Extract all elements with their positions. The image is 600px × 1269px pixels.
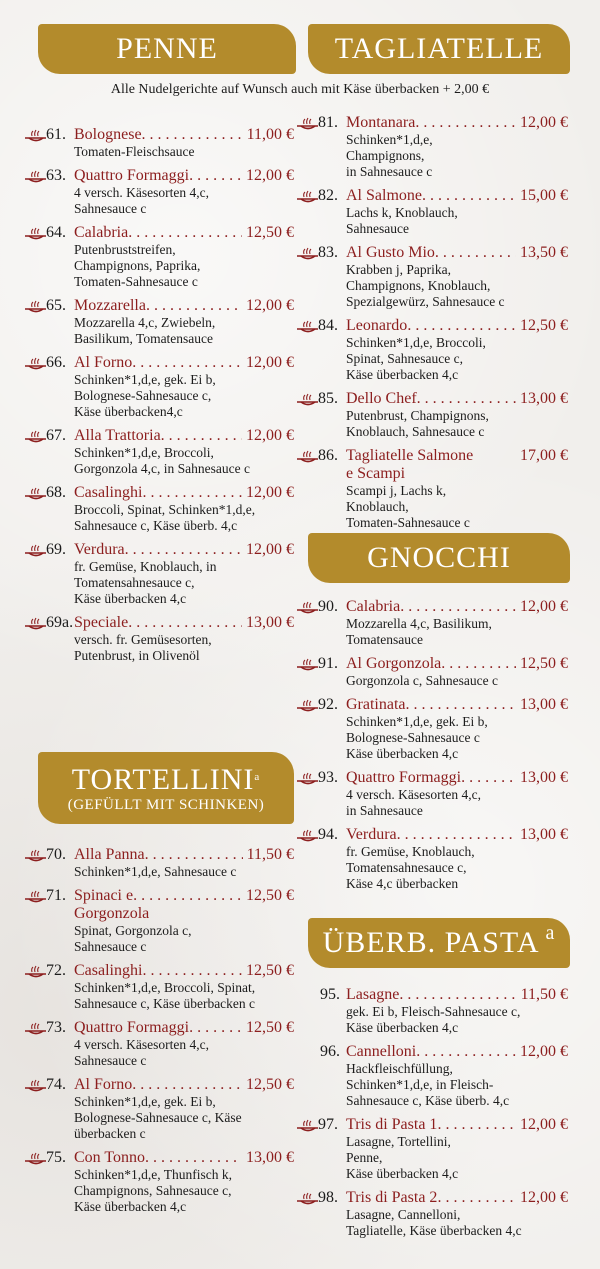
dish-description: Gorgonzola 4,c, in Sahnesauce c	[74, 461, 250, 476]
dish-description: Knoblauch,	[346, 499, 409, 514]
dish-description: Spezialgewürz, Sahnesauce c	[346, 294, 505, 309]
menu-item	[24, 354, 294, 420]
dish-description: Sahnesauce c, Käse überb. 4,c	[74, 518, 238, 533]
tagliatelle-banner	[308, 24, 570, 74]
dish-name-line2: e Scampi	[346, 465, 406, 482]
menu-item	[24, 614, 294, 664]
item-number: 64.	[46, 224, 66, 241]
item-number: 84.	[318, 317, 338, 334]
tortellini-list	[24, 846, 294, 1215]
pasta-plate-icon	[296, 600, 320, 616]
tortellini-title: TORTELLINI	[71, 762, 255, 796]
dish-description: Gorgonzola c, Sahnesauce c	[346, 673, 498, 688]
dish-description: Tomatensauce	[346, 632, 424, 647]
dish-description: Käse überbacken 4,c	[346, 367, 459, 382]
dish-price: 12,50 €	[246, 224, 294, 241]
menu-item	[24, 126, 294, 160]
dish-price: 12,00 €	[520, 1043, 568, 1060]
item-number: 96.	[320, 1043, 340, 1060]
pasta-plate-icon	[296, 698, 320, 714]
dish-name: Al Forno	[74, 1076, 133, 1093]
pasta-plate-icon	[24, 226, 48, 242]
dish-price: 11,50 €	[246, 846, 294, 863]
dish-name: Quattro Formaggi	[346, 769, 462, 786]
dish-price: 12,50 €	[520, 655, 568, 672]
dish-description: Käse 4,c überbacken	[346, 876, 459, 891]
dish-name: Mozzarella	[74, 297, 146, 314]
dish-name: Al Salmone	[346, 187, 422, 204]
gnocchi-list	[296, 598, 568, 892]
dot-leader	[161, 427, 242, 445]
dish-description: Mozzarella 4,c, Basilikum,	[346, 616, 492, 631]
dish-description: 4 versch. Käsesorten 4,c,	[74, 1037, 209, 1052]
dot-leader	[125, 541, 242, 559]
item-number: 95.	[320, 986, 340, 1003]
menu-item	[24, 167, 294, 217]
dish-description: Champignons,	[346, 148, 425, 163]
dish-description: Sahnesauce c	[74, 201, 147, 216]
dish-name: Gratinata	[346, 696, 406, 713]
item-number: 67.	[46, 427, 66, 444]
dish-description: Schinken*1,d,e, gek. Ei b,	[74, 372, 216, 387]
item-number: 97.	[318, 1116, 338, 1133]
menu-item	[296, 696, 568, 762]
dish-price: 12,00 €	[520, 598, 568, 615]
item-number: 90.	[318, 598, 338, 615]
menu-item	[24, 1149, 294, 1215]
dish-price: 13,00 €	[246, 614, 294, 631]
pasta-plate-icon	[296, 1191, 320, 1207]
pasta-plate-icon	[24, 486, 48, 502]
dish-description: Schinken*1,d,e, Broccoli, Spinat,	[74, 980, 256, 995]
pasta-plate-icon	[24, 1078, 48, 1094]
dish-description: versch. fr. Gemüsesorten,	[74, 632, 212, 647]
dot-leader	[422, 187, 516, 205]
item-number: 92.	[318, 696, 338, 713]
penne-title: PENNE	[116, 32, 218, 65]
dot-leader	[400, 598, 516, 616]
dish-price: 12,00 €	[246, 354, 294, 371]
dot-leader	[416, 1043, 516, 1061]
dish-description: Sahnesauce c, Käse überbacken c	[74, 996, 256, 1011]
dish-description: Schinken*1,d,e, Broccoli,	[74, 445, 214, 460]
dish-name: Con Tonno	[74, 1149, 146, 1166]
menu-item	[296, 769, 568, 819]
dot-leader	[435, 244, 516, 262]
dish-description: Krabben j, Paprika,	[346, 262, 451, 277]
menu-item	[24, 1019, 294, 1069]
dish-description: Schinken*1,d,e,	[346, 132, 433, 147]
dish-name-line2: Gorgonzola	[74, 905, 150, 922]
dish-price: 12,00 €	[246, 167, 294, 184]
dish-name: Lasagne	[346, 986, 400, 1003]
dish-description: Tomatensahnesauce c,	[346, 860, 467, 875]
dish-price: 12,50 €	[246, 962, 294, 979]
pasta-plate-icon	[24, 889, 48, 905]
dish-name: Verdura	[74, 541, 125, 558]
dish-price: 12,50 €	[246, 1076, 294, 1093]
pasta-plate-icon	[24, 429, 48, 445]
dish-name: Quattro Formaggi	[74, 1019, 190, 1036]
dish-description: Sahnesauce	[346, 221, 409, 236]
gnocchi-banner	[308, 533, 570, 583]
pasta-plate-icon	[24, 848, 48, 864]
dot-leader	[142, 962, 242, 980]
dish-price: 12,00 €	[246, 427, 294, 444]
dish-description: Lasagne, Cannelloni,	[346, 1207, 461, 1222]
item-number: 68.	[46, 484, 66, 501]
dish-description: Käse überbacken 4,c	[74, 591, 187, 606]
cheese-note: Alle Nudelgerichte auf Wunsch auch mit Käse überbacken + 2,00 €	[110, 82, 490, 97]
dish-name: Al Gusto Mio	[346, 244, 435, 261]
tortellini-subtitle: (GEFÜLLT MIT SCHINKEN)	[67, 796, 265, 813]
dish-description: Bolognese-Sahnesauce c,	[74, 388, 212, 403]
dish-price: 12,00 €	[520, 1116, 568, 1133]
dish-description: Penne,	[346, 1150, 383, 1165]
dot-leader	[406, 696, 516, 714]
menu-item	[296, 655, 568, 689]
dish-description: Käse überbacken4,c	[74, 404, 183, 419]
dish-name: Cannelloni	[346, 1043, 417, 1060]
dish-description: in Sahnesauce	[346, 803, 423, 818]
dish-price: 12,00 €	[246, 297, 294, 314]
dish-description: 4 versch. Käsesorten 4,c,	[74, 185, 209, 200]
dish-price: 13,00 €	[520, 769, 568, 786]
penne-banner	[38, 24, 296, 74]
dish-name: Dello Chef	[346, 390, 417, 407]
dish-description: Champignons, Sahnesauce c,	[74, 1183, 232, 1198]
dot-leader	[189, 1019, 242, 1037]
dot-leader	[397, 826, 516, 844]
menu-item	[296, 390, 568, 440]
menu-item	[24, 846, 294, 880]
dish-name: Quattro Formaggi	[74, 167, 190, 184]
dish-description: Käse überbacken 4,c	[346, 1166, 459, 1181]
dish-description: Putenbruststreifen,	[74, 242, 176, 257]
pasta-plate-icon	[24, 356, 48, 372]
dish-description: Schinken*1,d,e, gek. Ei b,	[346, 714, 488, 729]
dish-description: Putenbrust, in Olivenöl	[74, 648, 200, 663]
dish-name: Casalinghi	[74, 484, 143, 501]
dish-description: fr. Gemüse, Knoblauch, in	[74, 559, 217, 574]
item-number: 73.	[46, 1019, 66, 1036]
penne-list	[24, 126, 294, 664]
dish-price: 12,00 €	[246, 484, 294, 501]
dish-price: 15,00 €	[520, 187, 568, 204]
dish-price: 13,50 €	[520, 244, 568, 261]
dish-name: Speciale	[74, 614, 129, 631]
menu-item	[24, 1076, 294, 1142]
tortellini-banner	[38, 752, 294, 824]
dish-description: Broccoli, Spinat, Schinken*1,d,e,	[74, 502, 256, 517]
item-number: 86.	[318, 447, 338, 464]
menu-item	[24, 224, 294, 290]
dish-description: Knoblauch, Sahnesauce c	[346, 424, 485, 439]
menu-item	[296, 244, 568, 310]
dish-description: Champignons, Knoblauch,	[346, 278, 491, 293]
dish-description: Basilikum, Tomatensauce	[74, 331, 214, 346]
menu-item	[24, 887, 294, 955]
dish-description: Bolognese-Sahnesauce c, Käse	[74, 1110, 242, 1125]
dot-leader	[189, 167, 242, 185]
menu-item	[296, 1116, 568, 1182]
dish-description: Tomaten-Fleischsauce	[74, 144, 195, 159]
dish-description: 4 versch. Käsesorten 4,c,	[346, 787, 481, 802]
dot-leader	[441, 655, 516, 673]
dish-description: Tomaten-Sahnesauce c	[346, 515, 470, 530]
dish-price: 17,00 €	[520, 447, 568, 464]
dish-description: Lachs k, Knoblauch,	[346, 205, 458, 220]
pasta-plate-icon	[24, 128, 48, 144]
dish-name: Al Gorgonzola	[346, 655, 442, 672]
dish-description: Mozzarella 4,c, Zwiebeln,	[74, 315, 216, 330]
dish-name: Al Forno	[74, 354, 133, 371]
menu-item	[296, 114, 568, 180]
dish-description: Sahnesauce c, Käse überb. 4,c	[346, 1093, 510, 1108]
menu-item	[24, 427, 294, 477]
menu-item	[296, 986, 568, 1036]
menu-item	[296, 187, 568, 237]
dish-name: Calabria	[346, 598, 401, 615]
pasta-plate-icon	[24, 616, 48, 632]
dish-name: Leonardo	[346, 317, 408, 334]
item-number: 69a.	[46, 614, 74, 631]
dish-name: Tagliatelle Salmone	[346, 447, 474, 464]
menu-item	[296, 447, 568, 531]
dish-name: Bolognese	[74, 126, 142, 143]
dish-price: 12,50 €	[246, 1019, 294, 1036]
dot-leader	[145, 846, 243, 864]
dish-description: Schinken*1,d,e, in Fleisch-	[346, 1077, 494, 1092]
pasta-plate-icon	[24, 964, 48, 980]
dish-description: Putenbrust, Champignons,	[346, 408, 489, 423]
dish-price: 12,50 €	[520, 317, 568, 334]
dish-description: in Sahnesauce c	[346, 164, 433, 179]
dish-name: Alla Trattoria	[74, 427, 161, 444]
menu-item	[296, 1189, 568, 1239]
dish-price: 12,50 €	[246, 887, 294, 904]
ueberb-pasta-banner	[308, 918, 570, 968]
pasta-plate-icon	[296, 449, 320, 465]
dish-name: Verdura	[346, 826, 397, 843]
dish-price: 13,00 €	[520, 390, 568, 407]
dish-description: Spinat, Sahnesauce c,	[346, 351, 463, 366]
dish-description: Lasagne, Tortellini,	[346, 1134, 451, 1149]
dot-leader	[133, 887, 242, 905]
dish-description: Tomatensahnesauce c,	[74, 575, 195, 590]
tagliatelle-list	[296, 114, 568, 531]
dish-name: Spinaci e	[74, 887, 134, 904]
dish-name: Casalinghi	[74, 962, 143, 979]
dot-leader	[461, 769, 516, 787]
pasta-plate-icon	[296, 319, 320, 335]
ueberb-pasta-allergen: a	[545, 922, 556, 944]
dish-price: 12,00 €	[520, 114, 568, 131]
item-number: 93.	[318, 769, 338, 786]
pasta-plate-icon	[296, 189, 320, 205]
pasta-plate-icon	[296, 1118, 320, 1134]
dot-leader	[128, 224, 242, 242]
dish-description: Tomaten-Sahnesauce c	[74, 274, 198, 289]
dish-name: Tris di Pasta 1	[346, 1116, 438, 1133]
item-number: 65.	[46, 297, 66, 314]
item-number: 74.	[46, 1076, 66, 1093]
dot-leader	[145, 1149, 242, 1167]
pasta-plate-icon	[296, 657, 320, 673]
pasta-plate-icon	[296, 392, 320, 408]
dish-description: überbacken c	[74, 1126, 146, 1141]
dish-name: Montanara	[346, 114, 416, 131]
tagliatelle-title: TAGLIATELLE	[334, 32, 544, 65]
item-number: 85.	[318, 390, 338, 407]
dish-description: Schinken*1,d,e, Broccoli,	[346, 335, 486, 350]
item-number: 71.	[46, 887, 66, 904]
dish-description: Schinken*1,d,e, Sahnesauce c	[74, 864, 237, 879]
menu-item	[24, 484, 294, 534]
dish-description: fr. Gemüse, Knoblauch,	[346, 844, 475, 859]
dot-leader	[417, 390, 516, 408]
dot-leader	[407, 317, 516, 335]
menu-item	[296, 317, 568, 383]
ueberb-pasta-list	[296, 986, 568, 1239]
item-number: 75.	[46, 1149, 66, 1166]
item-number: 81.	[318, 114, 338, 131]
item-number: 98.	[318, 1189, 338, 1206]
dish-name: Alla Panna	[74, 846, 145, 863]
menu-item	[24, 297, 294, 347]
pasta-plate-icon	[296, 116, 320, 132]
pasta-plate-icon	[24, 299, 48, 315]
pasta-plate-icon	[24, 169, 48, 185]
dot-leader	[142, 126, 243, 144]
dish-description: Scampi j, Lachs k,	[346, 483, 447, 498]
dish-description: Spinat, Gorgonzola c,	[74, 923, 192, 938]
dot-leader	[415, 114, 516, 132]
menu-item	[296, 826, 568, 892]
dot-leader	[146, 297, 242, 315]
dot-leader	[437, 1189, 516, 1207]
dish-name: Calabria	[74, 224, 129, 241]
dish-price: 11,00 €	[246, 126, 294, 143]
dot-leader	[132, 354, 242, 372]
item-number: 91.	[318, 655, 338, 672]
pasta-plate-icon	[24, 543, 48, 559]
item-number: 83.	[318, 244, 338, 261]
dot-leader	[132, 1076, 242, 1094]
item-number: 72.	[46, 962, 66, 979]
item-number: 82.	[318, 187, 338, 204]
dish-description: Hackfleischfüllung,	[346, 1061, 453, 1076]
dish-price: 11,50 €	[520, 986, 568, 1003]
dot-leader	[399, 986, 516, 1004]
pasta-plate-icon	[24, 1021, 48, 1037]
dish-description: Tagliatelle, Käse überbacken 4,c	[346, 1223, 522, 1238]
dish-description: Käse überbacken 4,c	[74, 1199, 187, 1214]
dot-leader	[128, 614, 242, 632]
dish-price: 13,00 €	[520, 826, 568, 843]
dot-leader	[437, 1116, 516, 1134]
menu-item	[296, 1043, 568, 1109]
dish-description: Käse überbacken 4,c	[346, 1020, 459, 1035]
menu-item	[296, 598, 568, 648]
item-number: 70.	[46, 846, 66, 863]
item-number: 61.	[46, 126, 66, 143]
dish-description: Sahnesauce c	[74, 1053, 147, 1068]
dish-price: 13,00 €	[520, 696, 568, 713]
menu-item	[24, 962, 294, 1012]
dish-description: gek. Ei b, Fleisch-Sahnesauce c,	[346, 1004, 521, 1019]
ueberb-pasta-title: ÜBERB. PASTA	[322, 926, 540, 959]
dish-price: 12,00 €	[246, 541, 294, 558]
dish-description: Käse überbacken 4,c	[346, 746, 459, 761]
gnocchi-title: GNOCCHI	[367, 541, 511, 574]
dish-description: Bolognese-Sahnesauce c	[346, 730, 480, 745]
dish-description: Schinken*1,d,e, Thunfisch k,	[74, 1167, 232, 1182]
pasta-plate-icon	[296, 771, 320, 787]
item-number: 94.	[318, 826, 338, 843]
dish-price: 13,00 €	[246, 1149, 294, 1166]
item-number: 69.	[46, 541, 66, 558]
dish-description: Sahnesauce c	[74, 939, 147, 954]
menu-item	[24, 541, 294, 607]
pasta-plate-icon	[24, 1151, 48, 1167]
dish-price: 12,00 €	[520, 1189, 568, 1206]
dish-description: Schinken*1,d,e, gek. Ei b,	[74, 1094, 216, 1109]
pasta-plate-icon	[296, 246, 320, 262]
dish-description: Champignons, Paprika,	[74, 258, 201, 273]
item-number: 63.	[46, 167, 66, 184]
dish-name: Tris di Pasta 2	[346, 1189, 438, 1206]
dot-leader	[142, 484, 242, 502]
pasta-plate-icon	[296, 828, 320, 844]
item-number: 66.	[46, 354, 66, 371]
tortellini-allergen: a	[254, 770, 261, 783]
